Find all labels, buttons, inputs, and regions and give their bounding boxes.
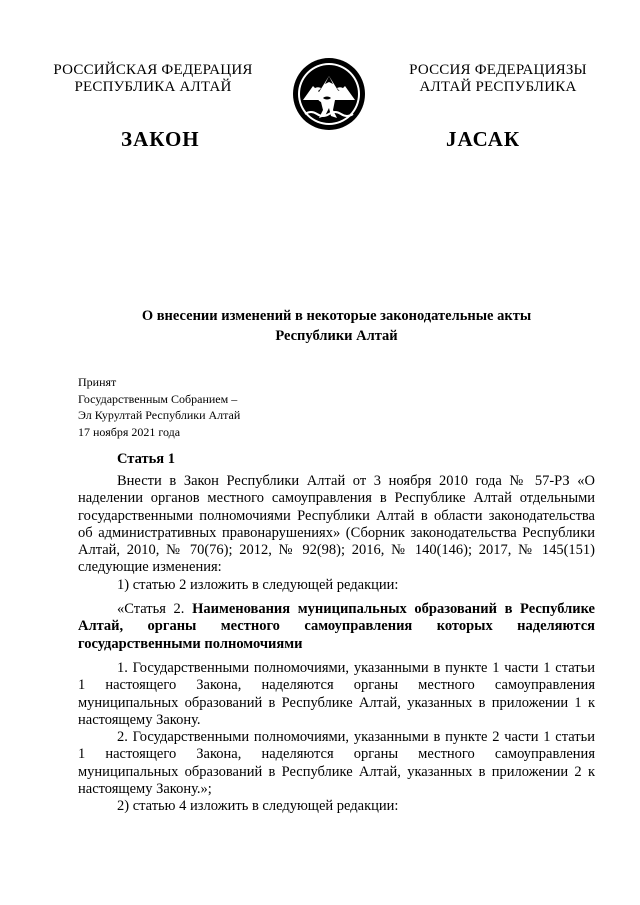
- paragraph-article-2-part-2: 2. Государственными полномочиями, указанными в пункте 2 части 1 статьи 1 настоящего Закона, наделяются органы местного самоуправления муниципальных образований в Республике Алтай, указанных в приложении 2 к настоящему Закону.»;: [78, 729, 595, 798]
- adoption-line2: Государственным Собранием –: [78, 391, 238, 406]
- document-body: [78, 473, 595, 816]
- coat-of-arms-icon: [291, 56, 367, 132]
- article-1-heading: Статья 1: [117, 451, 175, 467]
- document-title: [78, 306, 595, 346]
- document-title-line1: О внесении изменений в некоторые законодательные акты: [141, 308, 532, 324]
- adoption-line1: Принят: [78, 375, 117, 389]
- header-right-line1: РОССИЯ ФЕДЕРАЦИЯЗЫ: [409, 62, 587, 78]
- paragraph-article-2-part-1: 1. Государственными полномочиями, указанными в пункте 1 части 1 статьи 1 настоящего Закона, наделяются органы местного самоуправления муниципальных образований в Республике Алтай, указанных в приложении 1 к настоящему Закону.: [78, 659, 595, 728]
- paragraph-article-2-title: [78, 601, 595, 653]
- adoption-line3: Эл Курултай Республики Алтай: [78, 408, 241, 422]
- law-title-russian: ЗАКОН: [121, 127, 200, 151]
- header-left: [38, 62, 268, 96]
- document-title-line2: Республики Алтай: [275, 328, 398, 344]
- header-right-line2: АЛТАЙ РЕСПУБЛИКА: [419, 79, 577, 95]
- law-title-altai: JАСАК: [446, 127, 521, 151]
- article-2-lead: «Статья 2.: [117, 601, 193, 618]
- paragraph-amendment-intro: Внести в Закон Республики Алтай от 3 ноября 2010 года № 57-РЗ «О наделении органов местного самоуправления в Республике Алтай отдельными государственными полномочиями Республики Алтай в области законодательства об административных правонарушениях» (Сборник законодательства Республики Алтай, 2010, № 70(76); 2012, № 92(98); 2016, № 140(146); 2017, № 145(151) следующие изменения:: [78, 473, 595, 576]
- header-left-line1: РОССИЙСКАЯ ФЕДЕРАЦИЯ: [53, 62, 253, 78]
- paragraph-item-1: 1) статью 2 изложить в следующей редакции:: [117, 576, 399, 593]
- adoption-block: [78, 374, 378, 440]
- header-right: [383, 62, 613, 96]
- adoption-date: 17 ноября 2021 года: [78, 424, 181, 439]
- header-left-line2: РЕСПУБЛИКА АЛТАЙ: [74, 79, 232, 95]
- paragraph-item-2: 2) статью 4 изложить в следующей редакции:: [117, 798, 399, 815]
- article-2-heading: Наименования муниципальных образований в Республике Алтай, органы местного самоуправления которых наделяются государственными полномочиями: [78, 601, 595, 652]
